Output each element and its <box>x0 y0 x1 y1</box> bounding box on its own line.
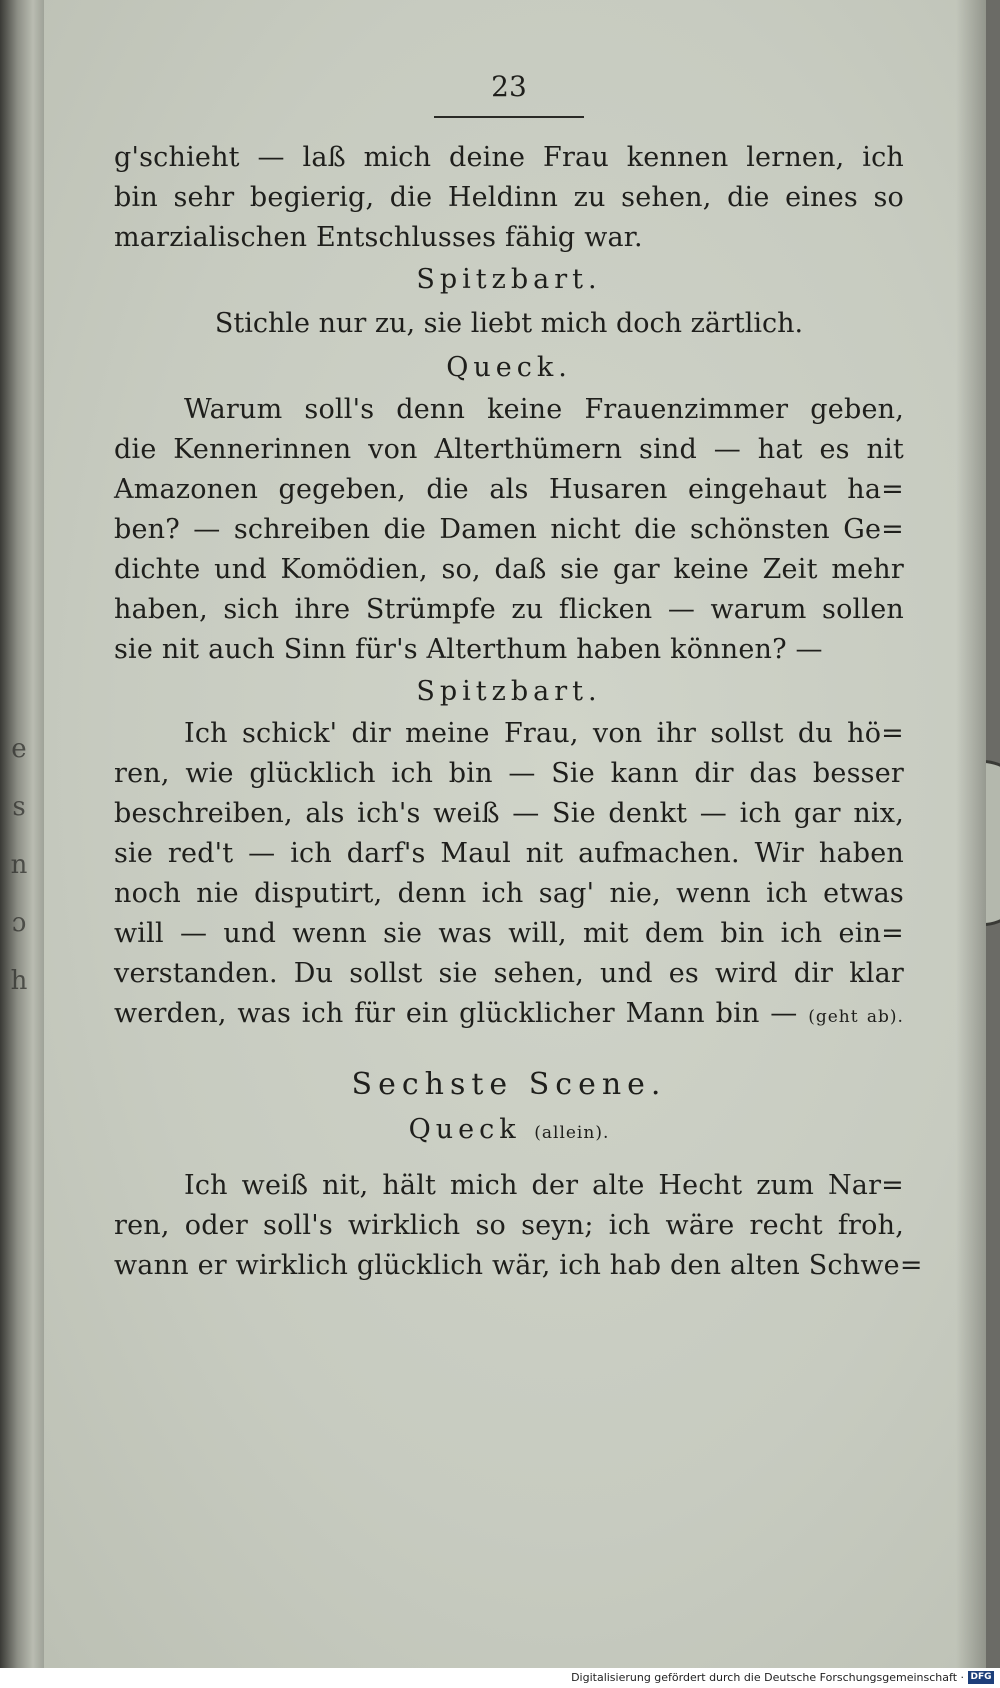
paragraph-1 <box>114 138 904 258</box>
paragraph-3 <box>114 714 904 1034</box>
page-number: 23 <box>491 70 527 103</box>
stage-direction: (geht ab). <box>808 1007 904 1027</box>
digitization-credit: Digitalisierung gefördert durch die Deutsche Forschungsgemeinschaft · <box>571 1671 964 1684</box>
margin-fragment: s <box>12 792 26 822</box>
margin-fragment: ɔ <box>11 908 27 938</box>
text-line: haben, sich ihre Strümpfe zu flicken — warum sollen <box>114 594 904 625</box>
text-line: ren, oder soll's wirklich so seyn; ich wäre recht froh, <box>114 1210 904 1241</box>
text-line: verstanden. Du sollst sie sehen, und es wird dir klar <box>114 958 904 989</box>
margin-fragment: n <box>10 850 28 880</box>
speaker-name: Queck <box>408 1114 521 1145</box>
speaker-name: Queck. <box>446 352 572 383</box>
paragraph-4 <box>114 1166 923 1286</box>
page-edge-shadow <box>956 0 986 1668</box>
dfg-logo-icon: DFG <box>968 1671 994 1684</box>
text-line: ben? — schreiben die Damen nicht die schönsten Ge= <box>114 514 904 545</box>
text-line: Ich schick' dir meine Frau, von ihr sollst du hö= <box>184 718 904 749</box>
text-line-with-stage-direction <box>114 994 904 1034</box>
header-rule <box>434 116 584 118</box>
speaker-name: Spitzbart. <box>416 264 602 295</box>
text-line: Ich weiß nit, hält mich der alte Hecht zum Nar= <box>184 1170 904 1201</box>
stage-direction: (allein). <box>534 1123 610 1143</box>
text-line: wann er wirklich glücklich wär, ich hab den alten Schwe= <box>114 1250 923 1281</box>
text-line: die Kennerinnen von Alterthümern sind — hat es nit <box>114 434 904 465</box>
speaker-name: Spitzbart. <box>416 676 602 707</box>
left-page-edge <box>0 0 45 1668</box>
page-content <box>114 70 923 1286</box>
text-line: sie nit auch Sinn für's Alterthum haben können? — <box>114 634 823 665</box>
text-line: beschreiben, als ich's weiß — Sie denkt — ich gar nix, <box>114 798 904 829</box>
paragraph-2 <box>114 390 904 670</box>
margin-fragment: h <box>10 966 28 996</box>
text-line: dichte und Komödien, so, daß sie gar keine Zeit mehr <box>114 554 904 585</box>
text-line: bin sehr begierig, die Heldinn zu sehen, die eines so <box>114 182 904 213</box>
text-line: marzialischen Entschlusses fähig war. <box>114 222 643 253</box>
book-page <box>44 0 986 1668</box>
text-line-content: werden, was ich für ein glücklicher Mann bin — <box>114 998 798 1029</box>
text-line: g'schieht — laß mich deine Frau kennen lernen, ich <box>114 142 904 173</box>
text-line: sie red't — ich darf's Maul nit aufmachen. Wir haben <box>114 838 904 869</box>
text-line: Amazonen gegeben, die als Husaren eingehaut ha= <box>114 474 904 505</box>
text-line: will — und wenn sie was will, mit dem bin ich ein= <box>114 918 904 949</box>
text-line: ren, wie glücklich ich bin — Sie kann dir das besser <box>114 758 904 789</box>
speaker-with-stage-direction <box>114 1108 904 1152</box>
margin-fragment: e <box>11 734 27 764</box>
scene-title: Sechste Scene. <box>351 1067 667 1102</box>
text-line: Warum soll's denn keine Frauenzimmer geben, <box>184 394 904 425</box>
spoken-line: Stichle nur zu, sie liebt mich doch zärtlich. <box>214 308 804 339</box>
left-margin-fragments <box>4 720 34 1010</box>
text-line: noch nie disputirt, denn ich sag' nie, wenn ich etwas <box>114 878 904 909</box>
